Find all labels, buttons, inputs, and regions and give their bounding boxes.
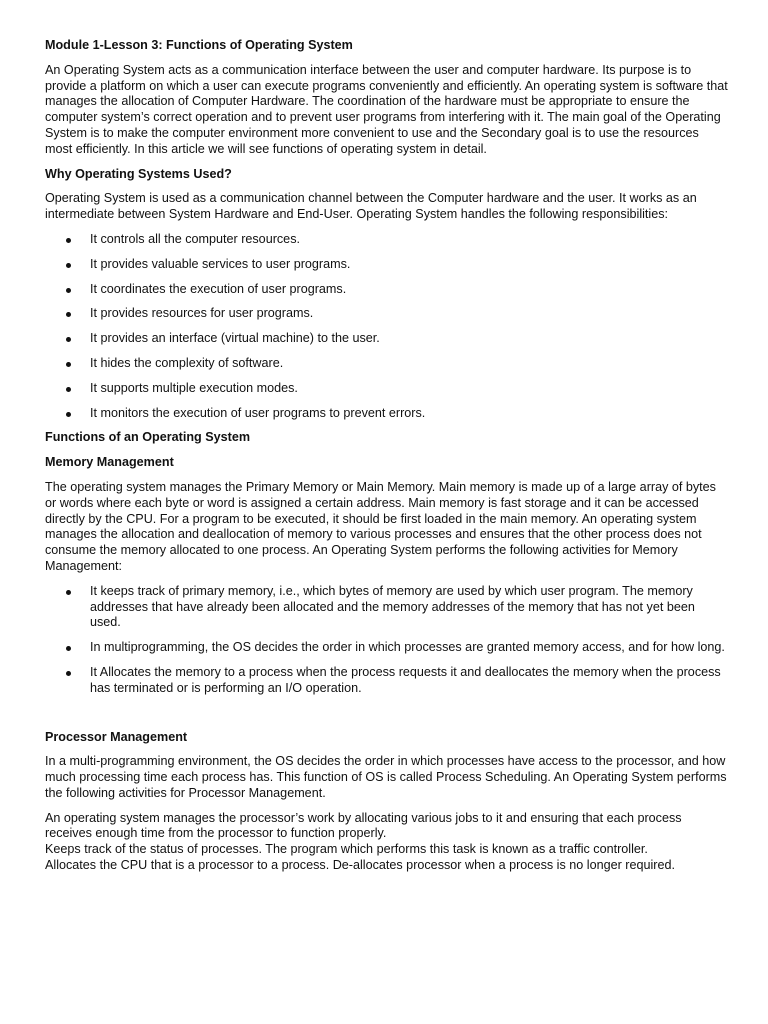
- list-item-text: It coordinates the execution of user programs.: [90, 281, 347, 296]
- list-item-text: It hides the complexity of software.: [90, 355, 284, 370]
- bullet-icon: [66, 238, 71, 243]
- list-item-text: It supports multiple execution modes.: [90, 380, 298, 395]
- bullet-icon: [66, 646, 71, 651]
- bullet-icon: [66, 671, 71, 676]
- processor-paragraph-1: In a multi-programming environment, the OS decides the order in which processes have access to the processor, and how much processing time each process has. This function of OS is called Process Scheduling. An Operating System performs the following activities for Processor Management.: [45, 754, 727, 800]
- list-item-text: In multiprogramming, the OS decides the order in which processes are granted memory access, and for how long.: [90, 640, 725, 655]
- page-title: Module 1-Lesson 3: Functions of Operating System: [45, 38, 353, 52]
- processor-paragraph-3: Keeps track of the status of processes. The program which performs this task is known as a traffic controller.: [45, 842, 648, 857]
- list-item: [45, 282, 728, 298]
- list-item: [45, 381, 728, 397]
- processor-paragraph-4: Allocates the CPU that is a processor to a process. De-allocates processor when a process is no longer required.: [45, 858, 675, 873]
- list-item-text: It provides an interface (virtual machine) to the user.: [90, 331, 380, 346]
- list-item-text: It keeps track of primary memory, i.e., which bytes of memory are used by which user program. The memory addresses that have already been allocated and the memory addresses of the memory that has not yet been used.: [90, 583, 695, 630]
- bullet-icon: [66, 312, 71, 317]
- bullet-icon: [66, 590, 71, 595]
- list-item: [45, 640, 728, 656]
- list-item: [45, 331, 728, 347]
- memory-heading: Memory Management: [45, 455, 174, 470]
- intro-paragraph: An Operating System acts as a communication interface between the user and computer hardware. Its purpose is to provide a platform on which a user can execute programs conveniently and efficiently. An operating system is software that manages the allocation of Computer Hardware. The coordination of the hardware must be appropriate to ensure the computer system’s correct operation and to prevent user programs from interfering with it. The main goal of the Operating System is to make the computer environment more convenient to use and the Secondary goal is to use the resources most efficiently. In this article we will see functions of operating system in detail.: [45, 62, 728, 156]
- list-item-text: It monitors the execution of user programs to prevent errors.: [90, 405, 426, 420]
- memory-activities-list: [45, 584, 728, 697]
- bullet-icon: [66, 412, 71, 417]
- list-item: [45, 584, 728, 631]
- memory-paragraph: The operating system manages the Primary Memory or Main Memory. Main memory is made up of a large array of bytes or words where each byte or word is assigned a certain address. Main memory is fast storage and it can be accessed directly by the CPU. For a program to be executed, it should be first loaded in the main memory. An operating system manages the allocation and deallocation of memory to various processes and ensures that the other process does not consume the memory allocated to one process. An Operating System performs the following activities for Memory Management:: [45, 479, 716, 573]
- processor-paragraph-2: An operating system manages the processor’s work by allocating various jobs to it and ensuring that each process receives enough time from the processor to function properly.: [45, 810, 682, 841]
- why-heading: Why Operating Systems Used?: [45, 166, 232, 181]
- processor-heading: Processor Management: [45, 729, 188, 744]
- list-item: [45, 232, 728, 248]
- list-item: [45, 257, 728, 273]
- section-spacer: [45, 706, 728, 730]
- responsibilities-list: [45, 232, 728, 421]
- list-item: [45, 406, 728, 422]
- bullet-icon: [66, 263, 71, 268]
- bullet-icon: [66, 337, 71, 342]
- why-paragraph: Operating System is used as a communication channel between the Computer hardware and the user. It works as an intermediate between System Hardware and End-User. Operating System handles the following responsibilities:: [45, 191, 697, 222]
- bullet-icon: [66, 288, 71, 293]
- functions-heading: Functions of an Operating System: [45, 430, 251, 445]
- list-item-text: It provides resources for user programs.: [90, 306, 314, 321]
- bullet-icon: [66, 387, 71, 392]
- bullet-icon: [66, 362, 71, 367]
- list-item-text: It Allocates the memory to a process when the process requests it and deallocates the memory when the process has terminated or is performing an I/O operation.: [90, 664, 721, 695]
- list-item-text: It provides valuable services to user programs.: [90, 256, 351, 271]
- list-item: [45, 356, 728, 372]
- list-item: [45, 665, 728, 697]
- list-item: [45, 306, 728, 322]
- list-item-text: It controls all the computer resources.: [90, 231, 300, 246]
